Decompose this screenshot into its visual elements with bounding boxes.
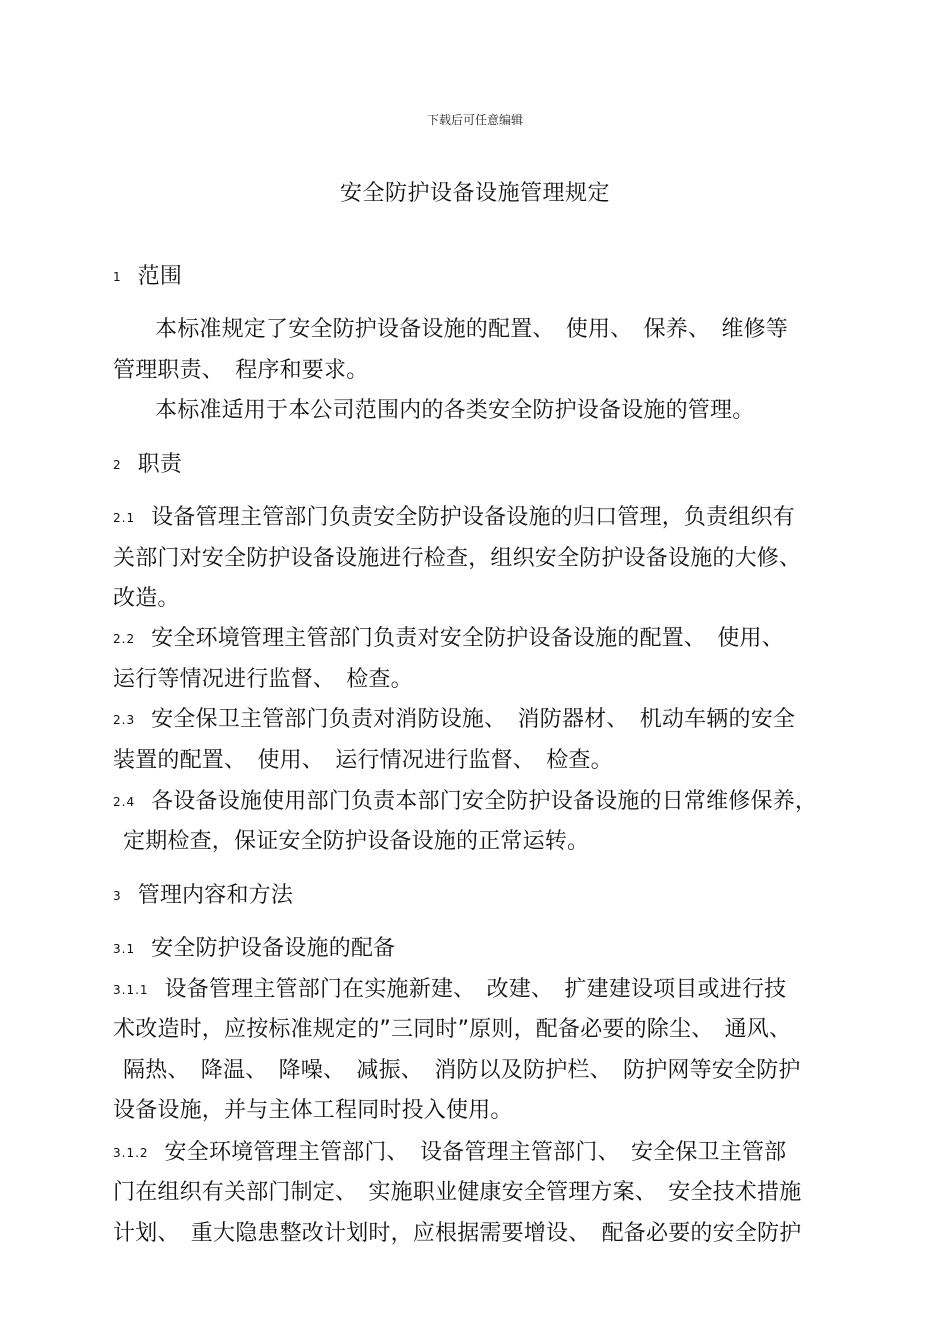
clause-number: 2.2 [113, 632, 136, 646]
section-heading [113, 262, 873, 292]
clause-number: 3.1 [113, 942, 136, 956]
clause-number: 2.3 [113, 713, 136, 727]
section-heading [113, 881, 873, 911]
paragraph-line: 隔热、 降温、 降噪、 减振、 消防以及防护栏、 防护网等安全防护 [123, 1058, 801, 1083]
clause-line [113, 503, 873, 533]
clause-number: 2.1 [113, 511, 136, 525]
paragraph-line: 本标准适用于本公司范围内的各类安全防护设备设施的管理。 [155, 398, 755, 423]
clause-line [113, 975, 873, 1005]
section-heading [113, 450, 873, 480]
section-number: 1 [113, 270, 122, 284]
clause-line [113, 624, 873, 654]
clause-text: 安全防护设备设施的配备 [151, 936, 396, 961]
clause-text: 设备管理主管部门在实施新建、 改建、 扩建建设项目或进行技 [164, 977, 787, 1002]
clause-line [113, 1138, 873, 1168]
section-heading-text: 职责 [137, 452, 183, 477]
clause-text: 设备管理主管部门负责安全防护设备设施的归口管理，负责组织有 [151, 505, 795, 530]
paragraph-line: 关部门对安全防护设备设施进行检查，组织安全防护设备设施的大修、 [113, 546, 802, 571]
paragraph-line: 设备设施，并与主体工程同时投入使用。 [113, 1098, 513, 1123]
paragraph-line: 运行等情况进行监督、 检查。 [113, 667, 413, 692]
paragraph-line: 术改造时，应按标准规定的”三同时”原则，配备必要的除尘、 通风、 [113, 1017, 792, 1042]
clause-line [113, 934, 873, 964]
header-note: 下载后可任意编辑 [426, 113, 523, 127]
clause-text: 各设备设施使用部门负责本部门安全防护设备设施的日常维修保养， [151, 789, 818, 814]
clause-text: 安全环境管理主管部门、 设备管理主管部门、 安全保卫主管部 [164, 1140, 787, 1165]
clause-text: 安全环境管理主管部门负责对安全防护设备设施的配置、 使用、 [151, 626, 784, 651]
paragraph-line: 改造。 [113, 586, 180, 611]
clause-text: 安全保卫主管部门负责对消防设施、 消防器材、 机动车辆的安全 [151, 707, 796, 732]
clause-number: 2.4 [113, 795, 136, 809]
paragraph-line: 本标准规定了安全防护设备设施的配置、 使用、 保养、 维修等 [155, 317, 789, 342]
paragraph-line: 装置的配置、 使用、 运行情况进行监督、 检查。 [113, 748, 613, 773]
paragraph-line: 计划、 重大隐患整改计划时，应根据需要增设、 配备必要的安全防护 [113, 1221, 802, 1246]
paragraph-line: 门在组织有关部门制定、 实施职业健康安全管理方案、 安全技术措施 [113, 1180, 802, 1205]
paragraph-line: 定期检查，保证安全防护设备设施的正常运转。 [123, 829, 590, 854]
section-heading-text: 管理内容和方法 [137, 883, 294, 908]
clause-number: 3.1.1 [113, 983, 149, 997]
paragraph-line: 管理职责、 程序和要求。 [113, 358, 369, 383]
section-number: 3 [113, 889, 122, 903]
clause-line [113, 787, 873, 817]
clause-number: 3.1.2 [113, 1146, 149, 1160]
section-number: 2 [113, 458, 122, 472]
document-title: 安全防护设备设施管理规定 [339, 181, 610, 206]
section-heading-text: 范围 [137, 264, 183, 289]
clause-line [113, 705, 873, 735]
